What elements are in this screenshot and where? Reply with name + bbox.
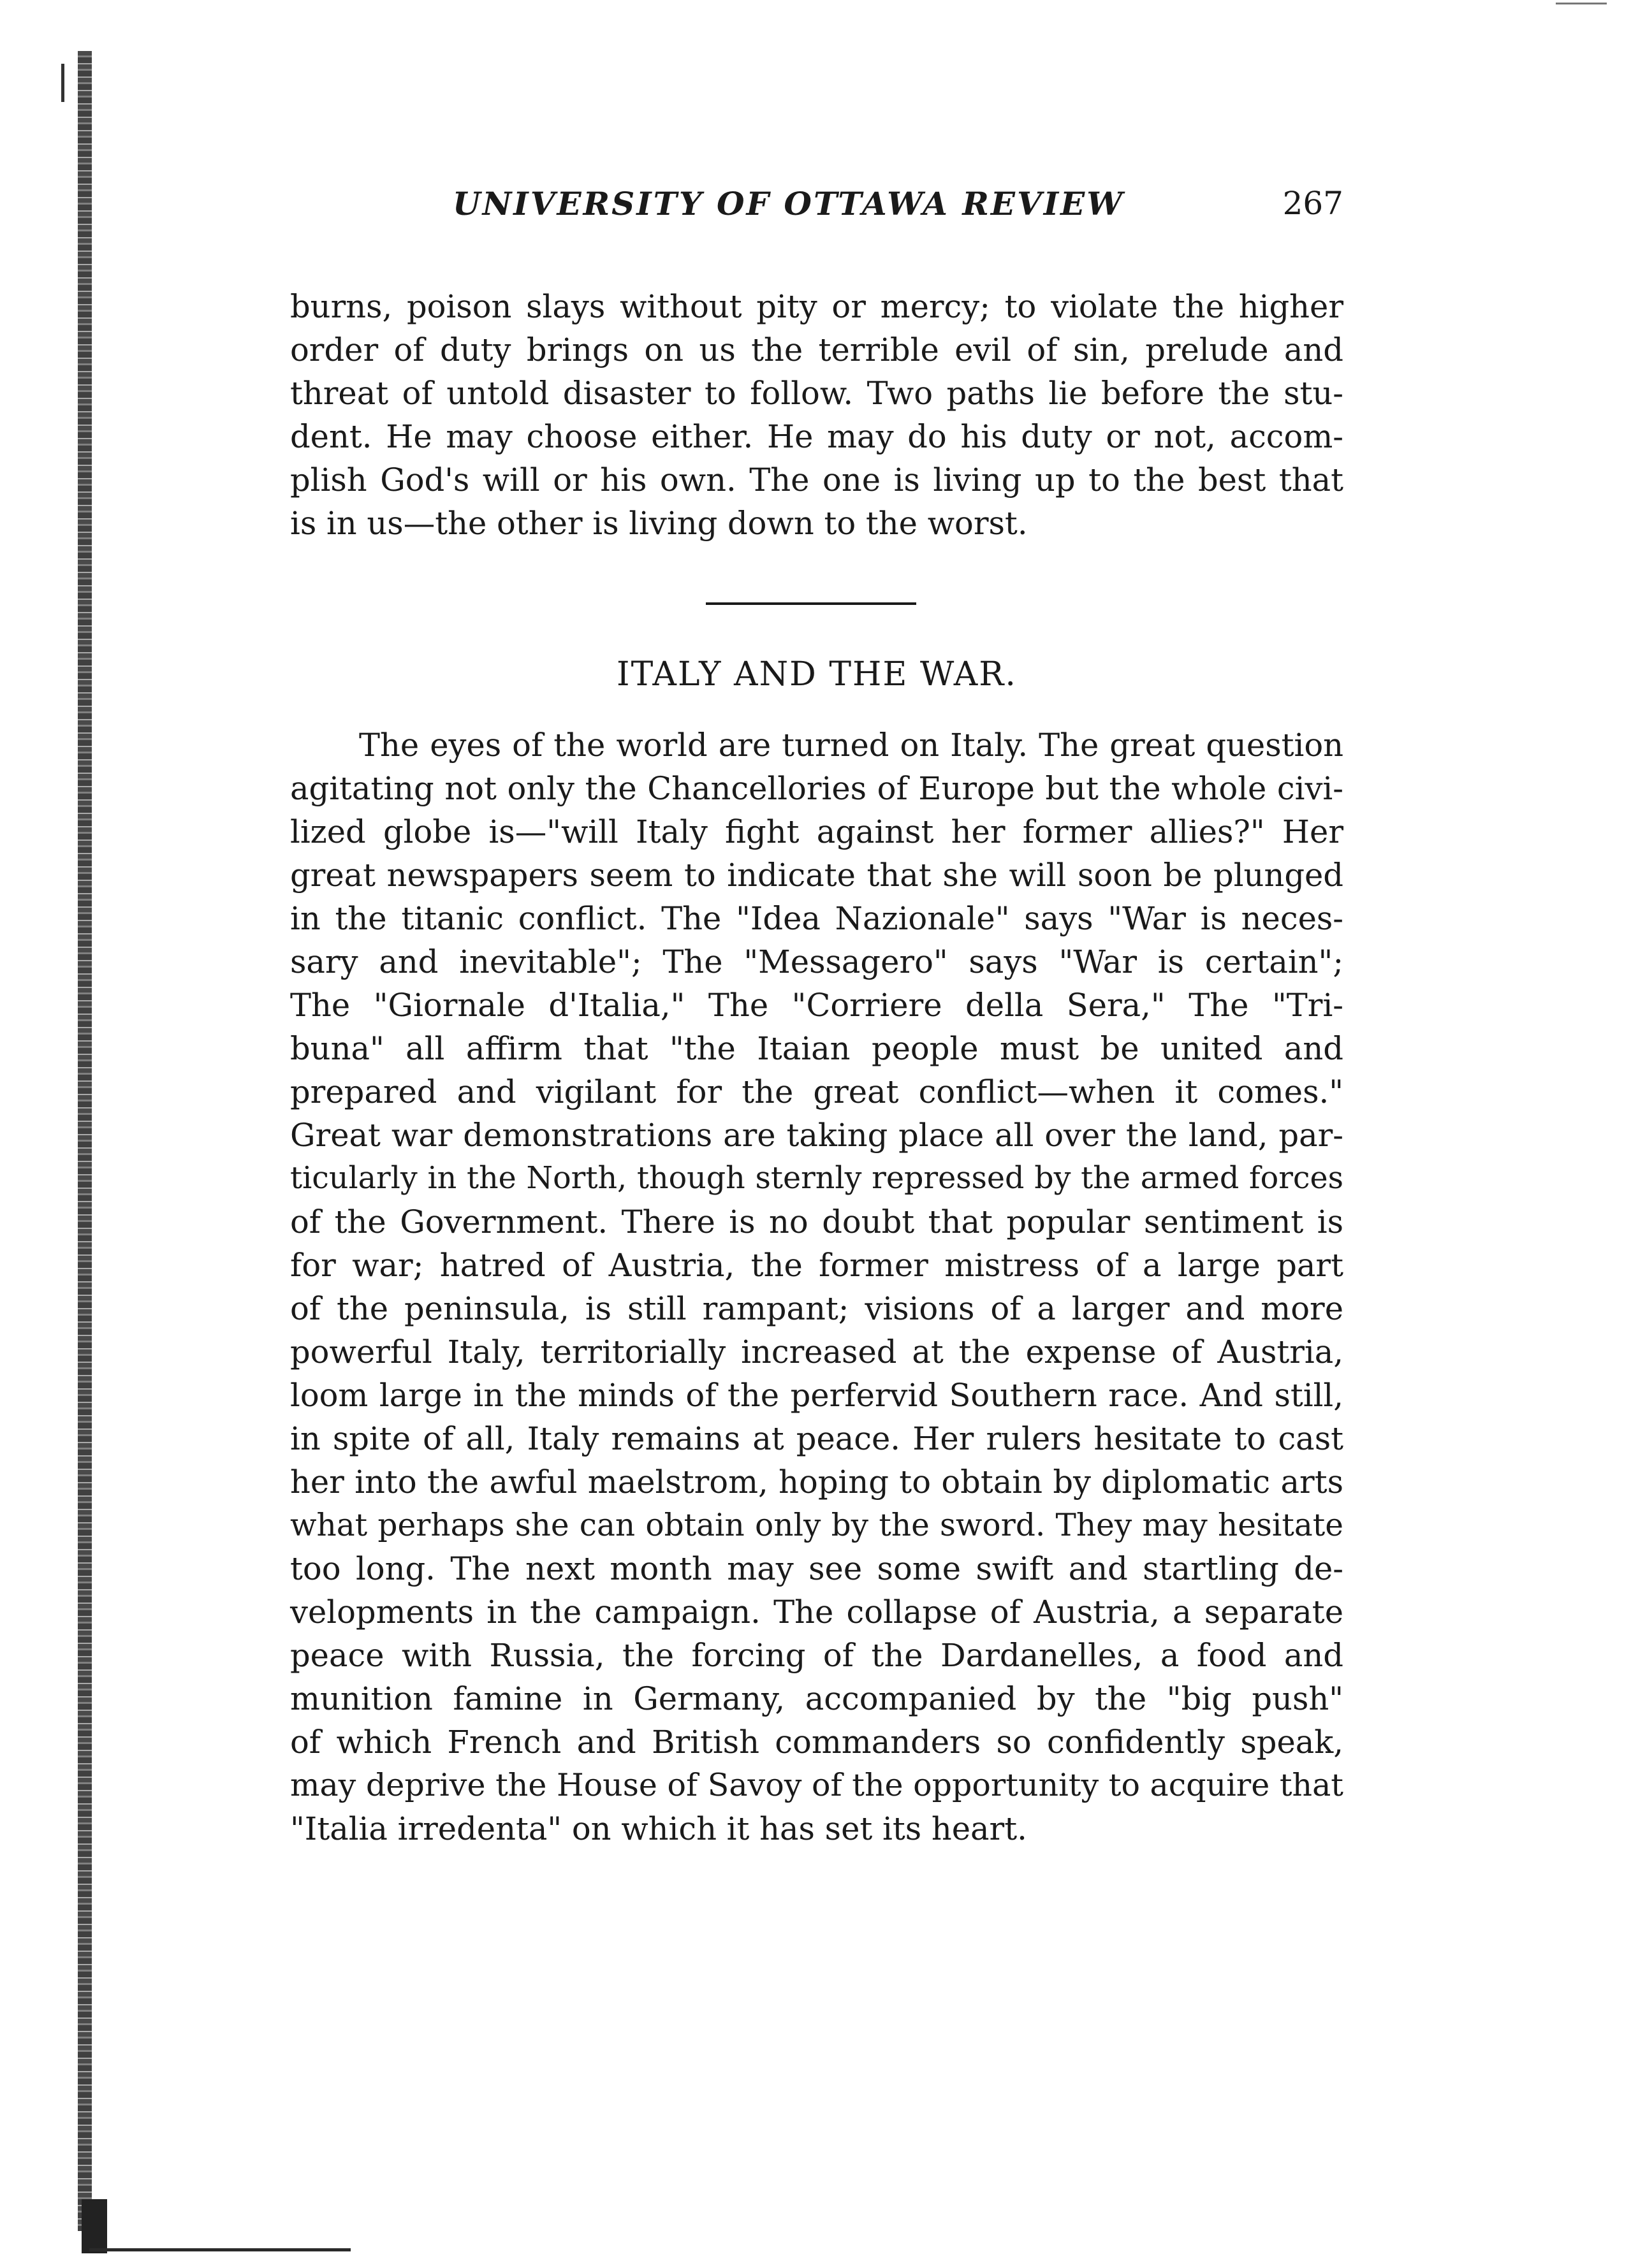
binding-edge-artifact xyxy=(78,51,92,2231)
text-line: what perhaps she can obtain only by the sword. They may hesitate xyxy=(290,1508,1343,1543)
bottom-edge-artifact xyxy=(89,2248,351,2251)
text-line: burns, poison slays without pity or mercy; to violate the higher xyxy=(290,288,1343,325)
text-line: prepared and vigilant for the great conflict—when it comes." xyxy=(290,1073,1343,1110)
section-divider xyxy=(706,602,916,605)
running-head xyxy=(290,185,1343,236)
text-line: lized globe is—"will Italy fight against her former allies?" Her xyxy=(290,813,1343,850)
text-line: buna" all affirm that "the Itaian people must be united and xyxy=(290,1030,1343,1067)
continued-paragraph xyxy=(290,285,1343,545)
text-line: great newspapers seem to indicate that she will soon be plunged xyxy=(290,857,1343,894)
top-corner-artifact xyxy=(1556,3,1607,4)
text-line: too long. The next month may see some swift and startling de- xyxy=(290,1550,1343,1587)
article-body xyxy=(290,723,1343,1850)
text-line: dent. He may choose either. He may do his duty or not, accom- xyxy=(290,418,1343,455)
text-line: of which French and British commanders so confidently speak, xyxy=(290,1724,1343,1761)
text-line: agitating not only the Chancellories of Europe but the whole civi- xyxy=(290,770,1343,807)
article-heading: ITALY AND THE WAR. xyxy=(617,655,1017,694)
text-line: Great war demonstrations are taking place all over the land, par- xyxy=(290,1117,1343,1154)
text-line: munition famine in Germany, accompanied by the "big push" xyxy=(290,1680,1343,1717)
page-number: 267 xyxy=(1282,185,1343,222)
text-line: peace with Russia, the forcing of the Dardanelles, a food and xyxy=(290,1637,1343,1674)
running-title: UNIVERSITY OF OTTAWA REVIEW xyxy=(453,185,1125,222)
text-line: of the peninsula, is still rampant; visions of a larger and more xyxy=(290,1290,1343,1327)
text-line: threat of untold disaster to follow. Two paths lie before the stu- xyxy=(290,375,1343,412)
text-line: order of duty brings on us the terrible evil of sin, prelude and xyxy=(290,331,1343,368)
text-line: plish God's will or his own. The one is living up to the best that xyxy=(290,462,1343,498)
binding-mark-artifact xyxy=(61,64,64,102)
text-line: may deprive the House of Savoy of the opportunity to acquire that xyxy=(290,1767,1343,1803)
text-line: sary and inevitable"; The "Messagero" says "War is certain"; xyxy=(290,943,1343,980)
text-line: velopments in the campaign. The collapse of Austria, a separate xyxy=(290,1594,1343,1631)
text-line: loom large in the minds of the perfervid Southern race. And still, xyxy=(290,1377,1343,1414)
text-line: The "Giornale d'Italia," The "Corriere della Sera," The "Tri- xyxy=(290,987,1343,1024)
text-line: ticularly in the North, though sternly repressed by the armed forces xyxy=(290,1161,1343,1196)
text-line: powerful Italy, territorially increased at the expense of Austria, xyxy=(290,1334,1343,1370)
text-line: is in us—the other is living down to the worst. xyxy=(290,505,1028,542)
text-line: "Italia irredenta" on which it has set its heart. xyxy=(290,1810,1027,1847)
text-line: in the titanic conflict. The "Idea Nazionale" says "War is neces- xyxy=(290,900,1343,937)
text-line: of the Government. There is no doubt that popular sentiment is xyxy=(290,1203,1343,1240)
text-line: The eyes of the world are turned on Italy. The great question xyxy=(359,727,1343,764)
binding-corner-artifact xyxy=(82,2199,107,2253)
text-line: for war; hatred of Austria, the former mistress of a large part xyxy=(290,1247,1343,1284)
text-line: in spite of all, Italy remains at peace. Her rulers hesitate to cast xyxy=(290,1420,1343,1457)
text-line: her into the awful maelstrom, hoping to obtain by diplomatic arts xyxy=(290,1464,1343,1501)
